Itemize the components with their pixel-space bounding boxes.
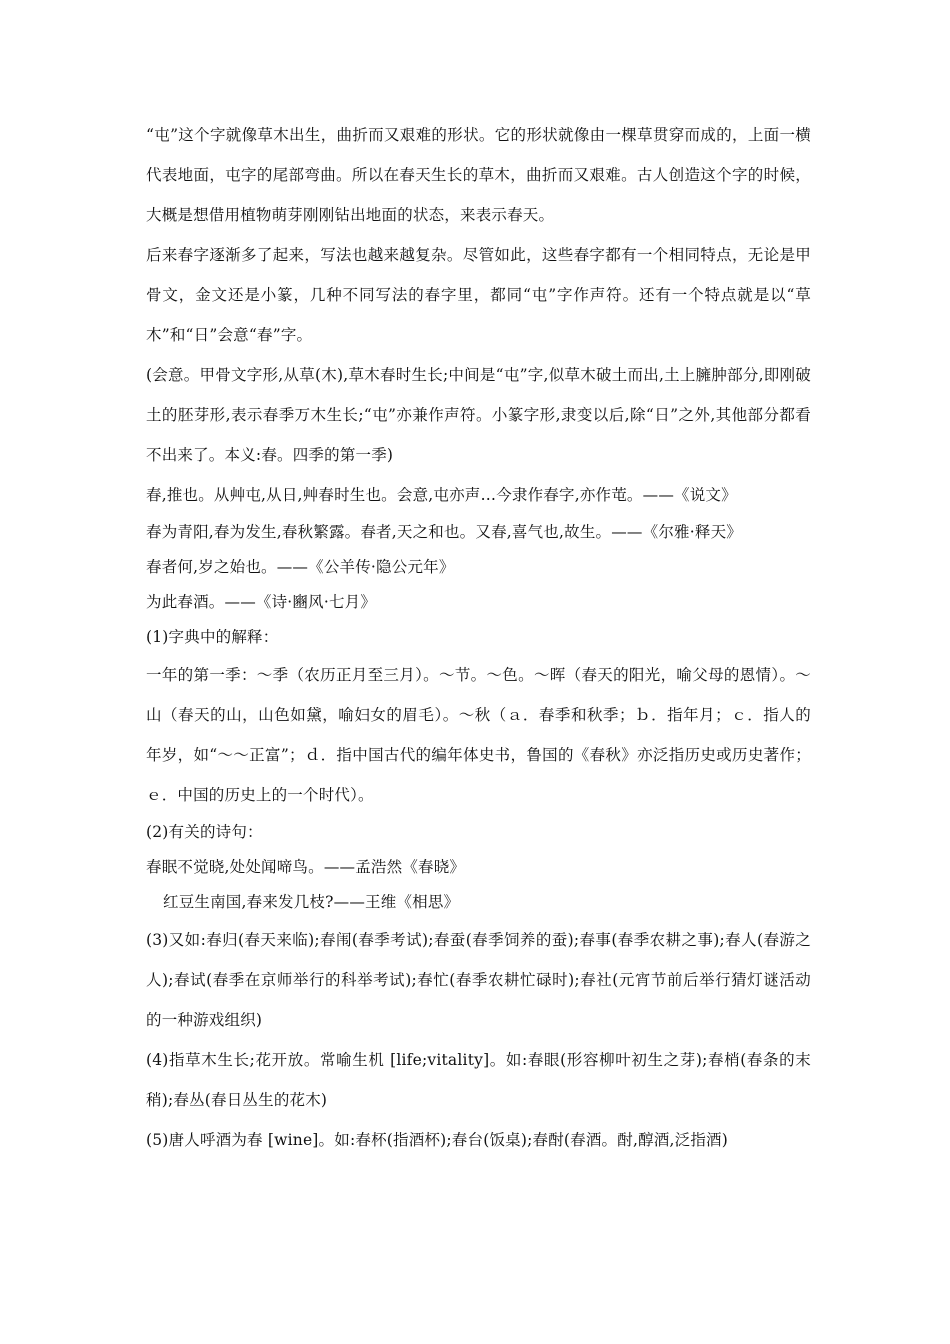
paragraph-compound-words: (3)又如:春归(春天来临);春闱(春季考试);春蚕(春季饲养的蚕);春事(春季农耕之事);春人(春游之人);春试(春季在京师举行的科举考试);春忙(春季农耕忙碌时);春社(元宵节前后举行猜灯谜活动的一种游戏组织) bbox=[146, 931, 811, 1029]
section-heading-poems: (2)有关的诗句： bbox=[146, 823, 263, 841]
section-heading-dictionary: (1)字典中的解释： bbox=[146, 628, 279, 646]
paragraph-chun-evolution: 后来春字逐渐多了起来，写法也越来越复杂。尽管如此，这些春字都有一个相同特点，无论是甲骨文，金文还是小篆，几种不同写法的春字里，都同“屯”字作声符。还有一个特点就是以“草木”和“日”会意“春”字。 bbox=[146, 246, 811, 344]
paragraph-huiyi-explanation: (会意。甲骨文字形,从草(木),草木春时生长;中间是“屯”字,似草木破土而出,土上臃肿部分,即刚破土的胚芽形,表示春季万木生长;“屯”亦兼作声符。小篆字形,隶变以后,除“日”之外,其他部分都看不出来了。本义:春。四季的第一季) bbox=[146, 366, 811, 464]
paragraph-shijing-quote: 为此春酒。——《诗·豳风·七月》 bbox=[146, 593, 377, 611]
paragraph-vitality-meaning: (4)指草木生长;花开放。常喻生机 [life;vitality]。如:春眼(形容柳叶初生之芽);春梢(春条的末稍);春丛(春日丛生的花木) bbox=[146, 1051, 811, 1109]
paragraph-erya-quote: 春为青阳,春为发生,春秋繁露。春者,天之和也。又春,喜气也,故生。——《尔雅·释天》 bbox=[146, 523, 742, 541]
paragraph-gongyang-quote: 春者何,岁之始也。——《公羊传·隐公元年》 bbox=[146, 558, 455, 576]
poem-line-xiangsi: 红豆生南国,春来发几枝?——王维《相思》 bbox=[163, 893, 460, 911]
paragraph-tun-character-shape: “屯”这个字就像草木出生，曲折而又艰难的形状。它的形状就像由一棵草贯穿而成的，上面一横代表地面，屯字的尾部弯曲。所以在春天生长的草木，曲折而又艰难。古人创造这个字的时候，大概是想借用植物萌芽刚刚钻出地面的状态，来表示春天。 bbox=[146, 126, 811, 224]
document-body bbox=[146, 115, 811, 1160]
paragraph-shuowen-quote: 春,推也。从艸屯,从日,艸春时生也。会意,屯亦声…今隶作春字,亦作芚。——《说文》 bbox=[146, 486, 737, 504]
paragraph-dictionary-definition: 一年的第一季：～季（农历正月至三月）。～节。～色。～晖（春天的阳光，喻父母的恩情）。～山（春天的山，山色如黛，喻妇女的眉毛）。～秋（ａ．春季和秋季；ｂ．指年月；ｃ．指人的年岁，如“～～正富”；ｄ．指中国古代的编年体史书，鲁国的《春秋》亦泛指历史或历史著作；ｅ．中国的历史上的一个时代）。 bbox=[146, 666, 811, 804]
paragraph-wine-meaning: (5)唐人呼酒为春 [wine]。如:春杯(指酒杯);春台(饭桌);春酎(春酒。酎,醇酒,泛指酒) bbox=[146, 1131, 728, 1149]
poem-line-chunxiao: 春眠不觉晓,处处闻啼鸟。——孟浩然《春晓》 bbox=[146, 858, 466, 876]
